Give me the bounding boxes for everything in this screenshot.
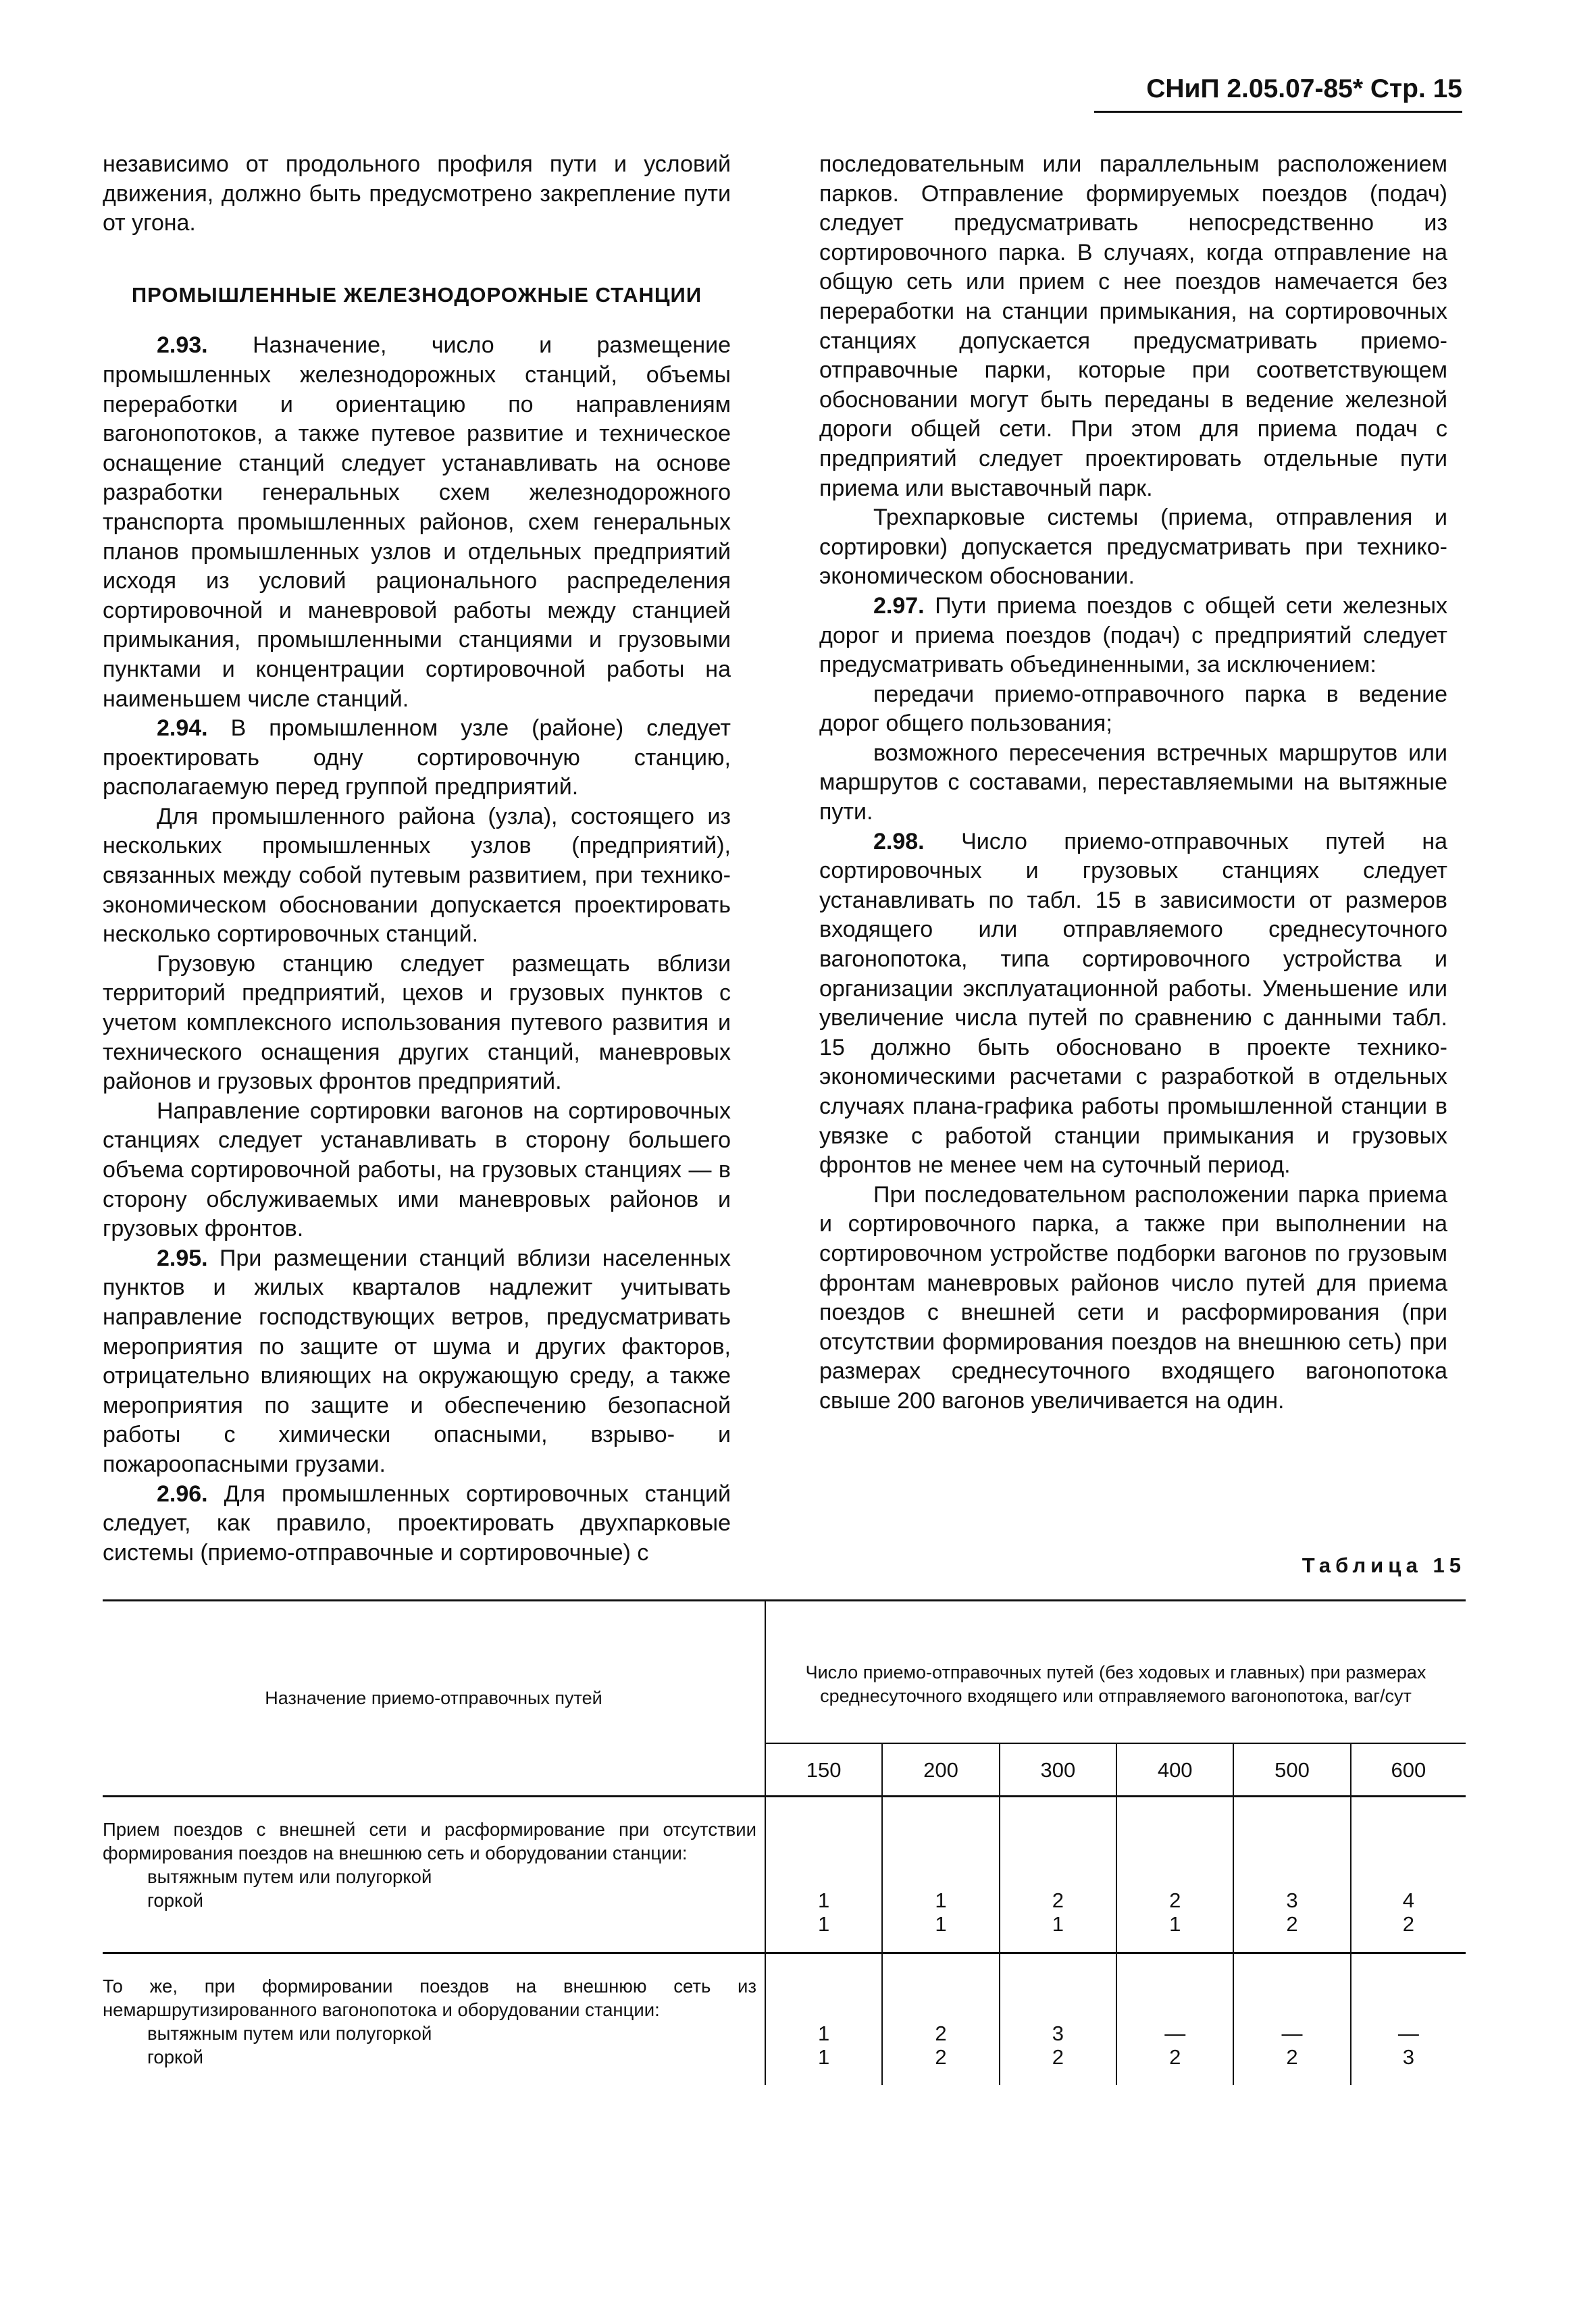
clause-text: В промышленном узле (районе) следует проектировать одну сортировочную станцию, располагаемую перед группой предприятий. [103,715,731,800]
value: 2 [1052,2045,1064,2069]
value: — [1397,2022,1419,2045]
paragraph: При последовательном расположении парка приема и сортировочного парка, а также при выполнении на сортировочном устройстве подборки вагонов по грузовым фронтам маневровых районов число путей для приема поездов с внешней сети и расформирования (при отсутствии формирования поездов на внешнюю сеть) при размерах среднесуточного входящего вагонопотока свыше 200 вагонов увеличивается на один. [819,1181,1447,1414]
row-label [103,1953,765,2086]
value: — [1281,2022,1303,2045]
row-subitem: горкой [147,1890,204,1911]
row-subitem: вытяжным путем или полугоркой [147,2023,432,2044]
value: 3 [1286,1888,1298,1912]
paragraph: Грузовую станцию следует размещать вблизи территорий предприятий, цехов и грузовых пунктов с учетом комплексного использования путевого развития и технического оснащения других станций, маневровых районов и грузовых фронтов предприятий. [103,950,731,1095]
value-cell [1351,1953,1466,2086]
value: 2 [1052,1888,1064,1912]
value-cell [765,1797,882,1953]
value-cell [882,1797,999,1953]
paragraph: возможного пересечения встречных маршрутов или маршрутов с составами, переставляемыми на вытяжные пути. [819,740,1447,825]
row-title: Прием поездов с внешней сети и расформирование при отсутствии формирования поездов на внешнюю сеть и оборудовании станции: [103,1819,756,1863]
clause-2-94 [103,714,731,802]
paragraph: передачи приемо-отправочного парка в ведение дорог общего пользования; [819,681,1447,737]
value: 1 [818,2022,830,2045]
value: 1 [1052,1912,1064,1936]
value-cell [1351,1797,1466,1953]
value: 1 [935,1912,947,1936]
value-cell [1000,1797,1116,1953]
value: 4 [1402,1888,1414,1912]
clause-text: Пути приема поездов с общей сети железных дорог и приема поездов (подач) с предприятий следует предусматривать объединенными, за исключением: [819,592,1448,678]
clause-text: При размещении станций вблизи населенных пунктов и жилых кварталов надлежит учитывать направление господствующих ветров, предусматривать мероприятия по защите от шума и других факторов, отрицательно влияющих на окружающую среду, а также мероприятия по защите и обеспечению безопасной работы с химически опасными, взрыво- и пожароопасными грузами. [103,1245,731,1477]
value: 1 [935,1888,947,1912]
table-row [103,1953,1466,2086]
value: 2 [935,2045,947,2069]
table-caption: Таблица 15 [1302,1553,1466,1577]
value: 3 [1402,2045,1414,2069]
clause-2-95 [103,1244,731,1480]
clause-2-97 [819,592,1447,680]
data-table [103,1599,1466,2085]
value-cell [1233,1797,1350,1953]
clause-number: 2.93. [157,332,208,359]
paragraph: последовательным или параллельным расположением парков. Отправление формируемых поездов (подач) следует предусматривать непосредственно из сортировочного парка. В случаях, когда отправление на общую сеть или прием с нее поездов намечается без переработки на станции примыкания, на сортировочных станциях допускается предусматривать приемо-отправочные парки, которые при соответствующем обосновании могут быть переданы в ведение железной дороги общей сети. При этом для приема подач с предприятий следует проектировать отдельные пути приема или выставочный парк. [819,151,1447,501]
value: 1 [818,1888,830,1912]
paragraph: Для промышленного района (узла), состоящего из нескольких промышленных узлов (предприятий), связанных между собой путевым развитием, при технико-экономическом обосновании допускается проектировать несколько сортировочных станций. [103,803,731,948]
right-column [819,150,1447,1416]
clause-number: 2.96. [157,1481,208,1507]
column-header-value: 500 [1233,1743,1350,1797]
row-subitem: вытяжным путем или полугоркой [147,1866,432,1887]
clause-text: Назначение, число и размещение промышленных железнодорожных станций, объемы переработки и ориентацию по направлениям вагонопотоков, а также путевое развитие и техническое оснащение станций следует устанавливать на основе разработки генеральных схем железнодорожного транспорта промышленных районов, схем генеральных планов промышленных узлов и отдельных предприятий исходя из условий рационального распределения сортировочной и маневровой работы между станцией примыкания, промышленными станциями и грузовыми пунктами и концентрации сортировочной работы на наименьшем числе станций. [103,332,731,712]
value-cell [1233,1953,1350,2086]
value-cell [1000,1953,1116,2086]
section-heading: ПРОМЫШЛЕННЫЕ ЖЕЛЕЗНОДОРОЖНЫЕ СТАНЦИИ [131,282,702,307]
value: 1 [818,1912,830,1936]
value: 2 [1169,2045,1181,2069]
clause-text: Число приемо-отправочных путей на сортировочных и грузовых станциях следует устанавливать по табл. 15 в зависимости от размеров входящего или отправляемого среднесуточного вагонопотока, типа сортировочного устройства и организации эксплуатационной работы. Уменьшение или увеличение числа путей по сравнению с данными табл. 15 должно быть обосновано в проекте технико-экономическими расчетами с разработкой в отдельных случаях плана-графика работы промышленной станции в увязке с работой станции примыкания и грузовых фронтов не менее чем на суточный период. [819,828,1448,1179]
row-label [103,1797,765,1953]
column-header-value: 400 [1116,1743,1233,1797]
value: 1 [818,2045,830,2069]
page-header: СНиП 2.05.07-85* Стр. 15 [1094,74,1462,113]
column-header-purpose: Назначение приемо-отправочных путей [103,1601,765,1797]
value: 1 [1169,1912,1181,1936]
clause-number: 2.94. [157,715,208,742]
clause-2-96 [103,1480,731,1568]
clause-2-98 [819,827,1447,1181]
column-header-group: Число приемо-отправочных путей (без ходовых и главных) при размерах среднесуточного входящего или отправляемого вагонопотока, ваг/сут [765,1601,1466,1744]
paragraph: Направление сортировки вагонов на сортировочных станциях следует устанавливать в сторону большего объема сортировочной работы, на грузовых станциях — в сторону обслуживаемых ими маневровых районов и грузовых фронтов. [103,1098,731,1242]
clause-number: 2.97. [873,592,925,619]
value-cell [1116,1953,1233,2086]
value: 2 [935,2022,947,2045]
paragraph: независимо от продольного профиля пути и условий движения, должно быть предусмотрено закрепление пути от угона. [103,151,731,236]
left-column [103,150,731,1568]
clause-number: 2.95. [157,1245,208,1271]
row-subitem: горкой [147,2047,204,2067]
clause-text: Для промышленных сортировочных станций следует, как правило, проектировать двухпарковые системы (приемо-отправочные и сортировочные) с [103,1481,731,1566]
value: 2 [1402,1912,1414,1936]
column-header-value: 150 [765,1743,882,1797]
value-cell [1116,1797,1233,1953]
value: 3 [1052,2022,1064,2045]
column-header-value: 600 [1351,1743,1466,1797]
clause-2-93 [103,331,731,714]
value-cell [765,1953,882,2086]
value-cell [882,1953,999,2086]
value: 2 [1169,1888,1181,1912]
value: — [1164,2022,1186,2045]
value: 2 [1286,2045,1298,2069]
value: 2 [1286,1912,1298,1936]
clause-number: 2.98. [873,828,925,854]
paragraph: Трехпарковые системы (приема, отправления и сортировки) допускается предусматривать при технико-экономическом обосновании. [819,505,1447,590]
column-header-value: 200 [882,1743,999,1797]
column-header-value: 300 [1000,1743,1116,1797]
table-row [103,1797,1466,1953]
row-title: То же, при формировании поездов на внешнюю сеть из немаршрутизированного вагонопотока и оборудовании станции: [103,1976,756,2020]
